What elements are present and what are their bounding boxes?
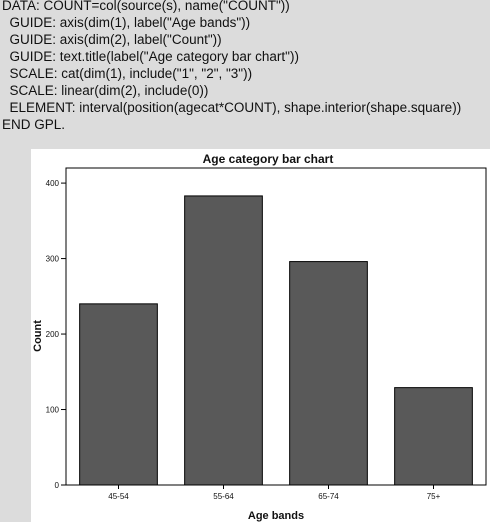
y-tick-label: 100	[45, 405, 59, 415]
x-tick-label: 65-74	[318, 492, 339, 501]
x-tick-label: 75+	[426, 492, 441, 501]
syntax-line: DATA: COUNT=col(source(s), name("COUNT"))	[2, 0, 290, 13]
syntax-line: GUIDE: text.title(label("Age category bar chart"))	[2, 49, 299, 64]
x-tick-label: 55-64	[213, 492, 234, 501]
syntax-editor[interactable]	[0, 0, 490, 150]
y-axis-label: Count	[32, 320, 44, 352]
bar	[395, 388, 473, 485]
syntax-line: GUIDE: axis(dim(1), label("Age bands"))	[2, 15, 251, 30]
bar	[80, 304, 158, 485]
x-tick-label: 45-54	[108, 492, 129, 501]
chart-title: Age category bar chart	[202, 152, 334, 166]
syntax-line: END GPL.	[2, 117, 66, 132]
x-axis-label: Age bands	[247, 510, 305, 522]
syntax-line: ELEMENT: interval(position(agecat*COUNT), shape.interior(shape.square))	[2, 100, 462, 115]
y-tick-label: 0	[54, 481, 59, 490]
syntax-line: SCALE: linear(dim(2), include(0))	[2, 83, 209, 98]
bar	[290, 262, 368, 485]
syntax-line: SCALE: cat(dim(1), include("1", "2", "3"))	[2, 66, 253, 81]
bar	[185, 196, 263, 485]
bar-chart	[31, 149, 490, 522]
y-tick-label: 300	[45, 254, 59, 264]
y-tick-label: 200	[45, 330, 59, 340]
y-tick-label: 400	[45, 179, 59, 189]
syntax-line: GUIDE: axis(dim(2), label("Count"))	[2, 32, 222, 47]
chart-output-panel	[31, 149, 490, 522]
